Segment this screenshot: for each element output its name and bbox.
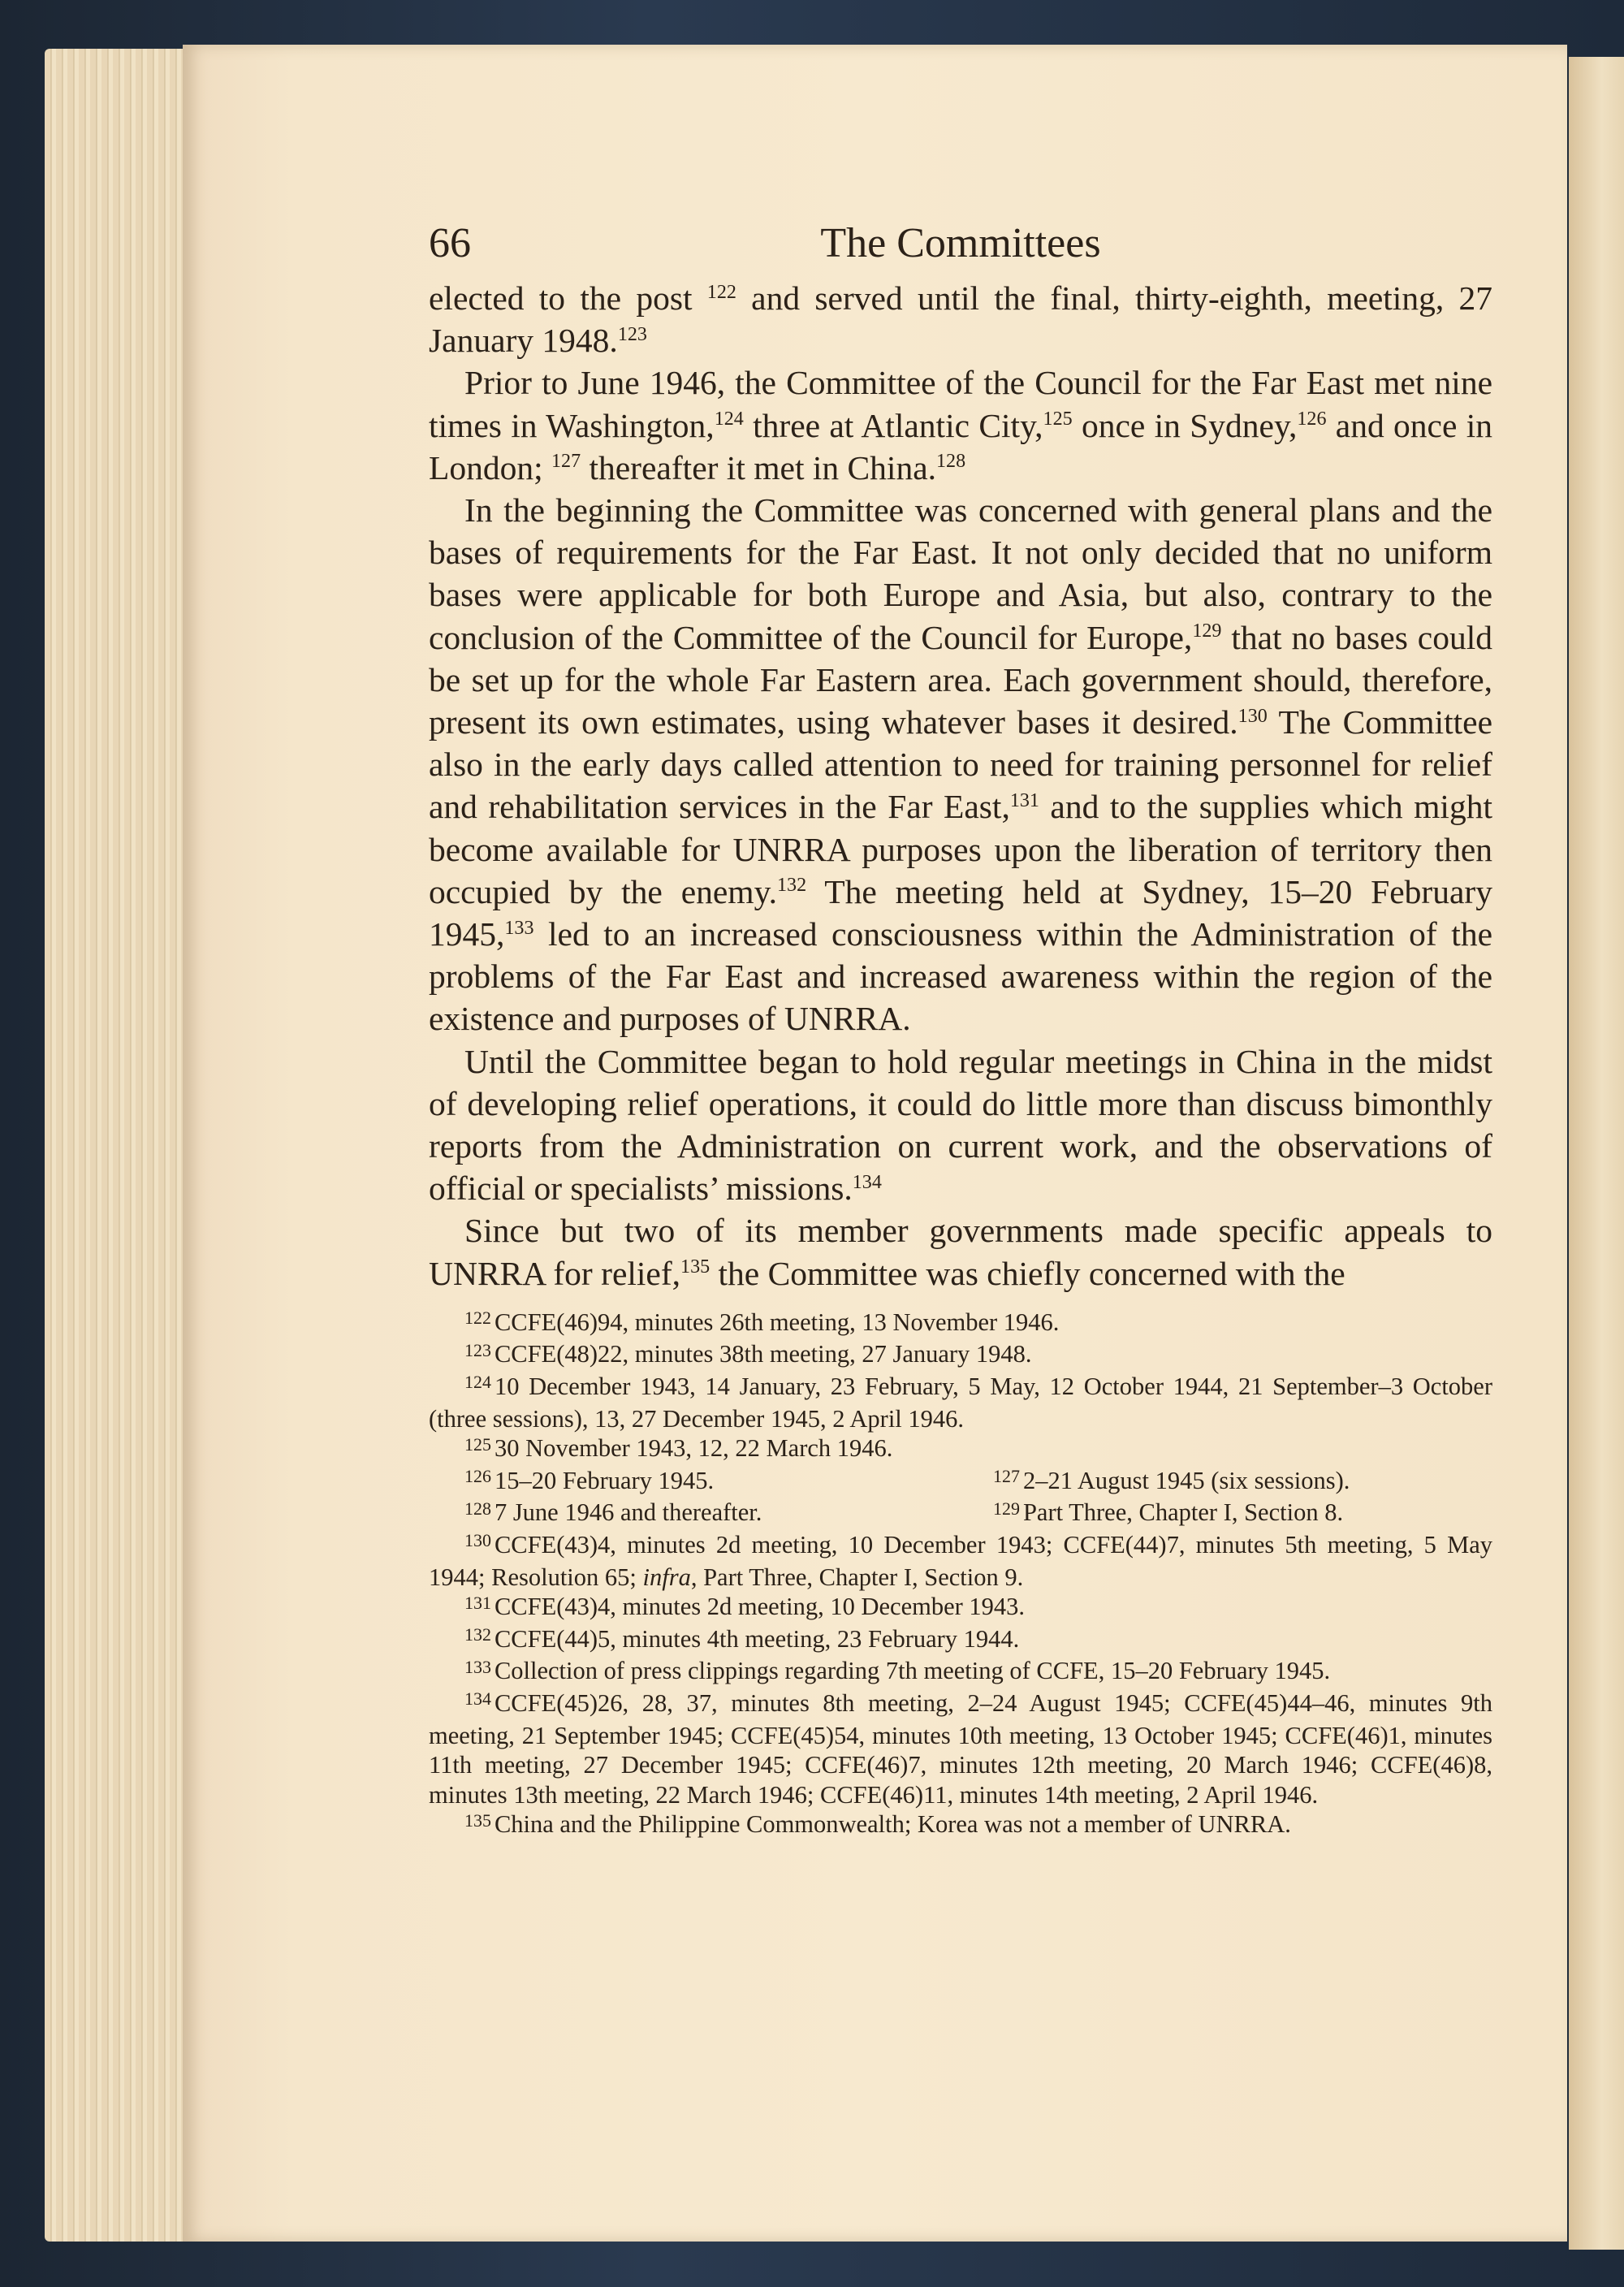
footnote-ref[interactable]: 129 [1192,620,1222,642]
footnote: $^{130}$ CCFE(43)4, minutes 2d meeting, 10 December 1943; CCFE(44)7, minutes 5th meeting, 5 May 1944; Resolution 65; infra, Part Three, Chapter I, Section 9. [429,1530,1492,1591]
footnote: $^{133}$ Collection of press clippings regarding 7th meeting of CCFE, 15–20 February 1945. [464,1656,1331,1685]
text-run: Since but two of its member governments made specific appeals to UNRRA for relief, [429,1212,1492,1292]
text-run: three at Atlantic City, [743,406,1043,444]
footnote-ref[interactable]: 123 [617,323,647,345]
footnote-ref[interactable]: 132 [777,875,807,897]
paragraph [429,1209,1492,1294]
page-number: 66 [429,220,471,266]
body-text [429,277,1492,1295]
footnote: $^{132}$ CCFE(44)5, minutes 4th meeting, 23 February 1944. [464,1624,1020,1653]
running-head [429,215,1492,272]
paragraph [429,489,1492,1040]
footnote: $^{129}$ Part Three, Chapter I, Section 8. [993,1498,1344,1527]
facing-page-edge [1569,57,1624,2250]
footnote-ref[interactable]: 128 [936,451,966,473]
text-run: Until the Committee began to hold regular meetings in China in the midst of developing relief operations, it could do little more than discuss bimonthly reports from the Administration on current work, and the observations of official or specialists’ missions. [429,1042,1492,1208]
text-run: The Committee also in the early days called attention to need for training personnel for relief and rehabilitation services in the Far East, [429,703,1492,826]
page-stack-edges [45,49,191,2242]
footnote-ref[interactable]: 125 [1043,409,1073,430]
footnote: $^{126}$ 15–20 February 1945. [464,1466,715,1494]
text-run: elected to the post [429,279,707,317]
page-text-area [429,215,1492,1842]
text-run: once in Sydney, [1072,406,1298,444]
footnote: $^{127}$ 2–21 August 1945 (six sessions). [993,1466,1350,1494]
text-run: Prior to June 1946, the Committee of the Council for the Far East met nine times in Washington, [429,364,1492,444]
running-title: The Committees [820,220,1101,266]
text-run: and served until the final, thirty-eighth, meeting, 27 January 1948. [429,279,1492,360]
footnote-ref[interactable]: 135 [680,1256,710,1278]
footnotes [429,1308,1492,1842]
text-run: that no bases could be set up for the whole Far Eastern area. Each government should, therefore, present its own estimates, using whatever bases it desired. [429,618,1492,741]
text-run: and to the supplies which might become available for UNRRA purposes upon the liberation of territory then occupied by the enemy. [429,788,1492,910]
text-run: In the beginning the Committee was concerned with general plans and the bases of requirements for the Far East. It not only decided that no uniform bases were applicable for both Europe and Asia, but also, contrary to the conclusion of the Committee of the Council for Europe, [429,491,1492,656]
footnote-pair [429,1498,1492,1530]
footnote-ref[interactable]: 134 [852,1171,882,1193]
footnote: $^{131}$ CCFE(43)4, minutes 2d meeting, 10 December 1943. [464,1592,1026,1621]
footnote: $^{124}$ 10 December 1943, 14 January, 23 February, 5 May, 12 October 1944, 21 September–3 October (three sessions), 13, 27 December 1945, 2 April 1946. [429,1372,1492,1433]
footnote-ref[interactable]: 126 [1297,409,1327,430]
footnote: $^{134}$ CCFE(45)26, 28, 37, minutes 8th meeting, 2–24 August 1945; CCFE(45)44–46, minutes 9th meeting, 21 September 1945; CCFE(45)54, minutes 10th meeting, 13 October 1945; CCFE(46)1, minutes 11th meeting, 27 December 1945; CCFE(46)7, minutes 12th meeting, 20 March 1946; CCFE(46)8, minutes 13th meeting, 22 March 1946; CCFE(46)11, minutes 14th meeting, 2 April 1946. [429,1688,1492,1809]
footnote-ref[interactable]: 127 [551,451,581,473]
footnote-ref[interactable]: 124 [714,409,744,430]
text-run: thereafter it met in China. [581,448,937,486]
paragraph [429,361,1492,489]
paragraph [429,277,1492,361]
text-run: the Committee was chiefly concerned with the [710,1254,1345,1292]
footnote-ref[interactable]: 130 [1237,705,1268,727]
footnote: $^{135}$ China and the Philippine Commonwealth; Korea was not a member of UNRRA. [464,1809,1291,1839]
footnote: $^{122}$ CCFE(46)94, minutes 26th meeting, 13 November 1946. [464,1308,1060,1336]
text-run: and once in London; [429,406,1492,486]
footnote: $^{123}$ CCFE(48)22, minutes 38th meeting, 27 January 1948. [464,1339,1032,1368]
footnote: $^{128}$ 7 June 1946 and thereafter. [464,1498,762,1527]
text-run: The meeting held at Sydney, 15–20 February 1945, [429,872,1492,953]
footnote-pair [429,1466,1492,1498]
text-run: led to an increased consciousness within the Administration of the problems of the Far East and increased awareness within the region of the existence and purposes of UNRRA. [429,915,1492,1038]
footnote-ref[interactable]: 122 [706,281,736,303]
footnote-ref[interactable]: 131 [1009,790,1039,811]
footnote-ref[interactable]: 133 [504,917,534,939]
paragraph [429,1040,1492,1210]
footnote: $^{125}$ 30 November 1943, 12, 22 March 1946. [464,1433,893,1463]
